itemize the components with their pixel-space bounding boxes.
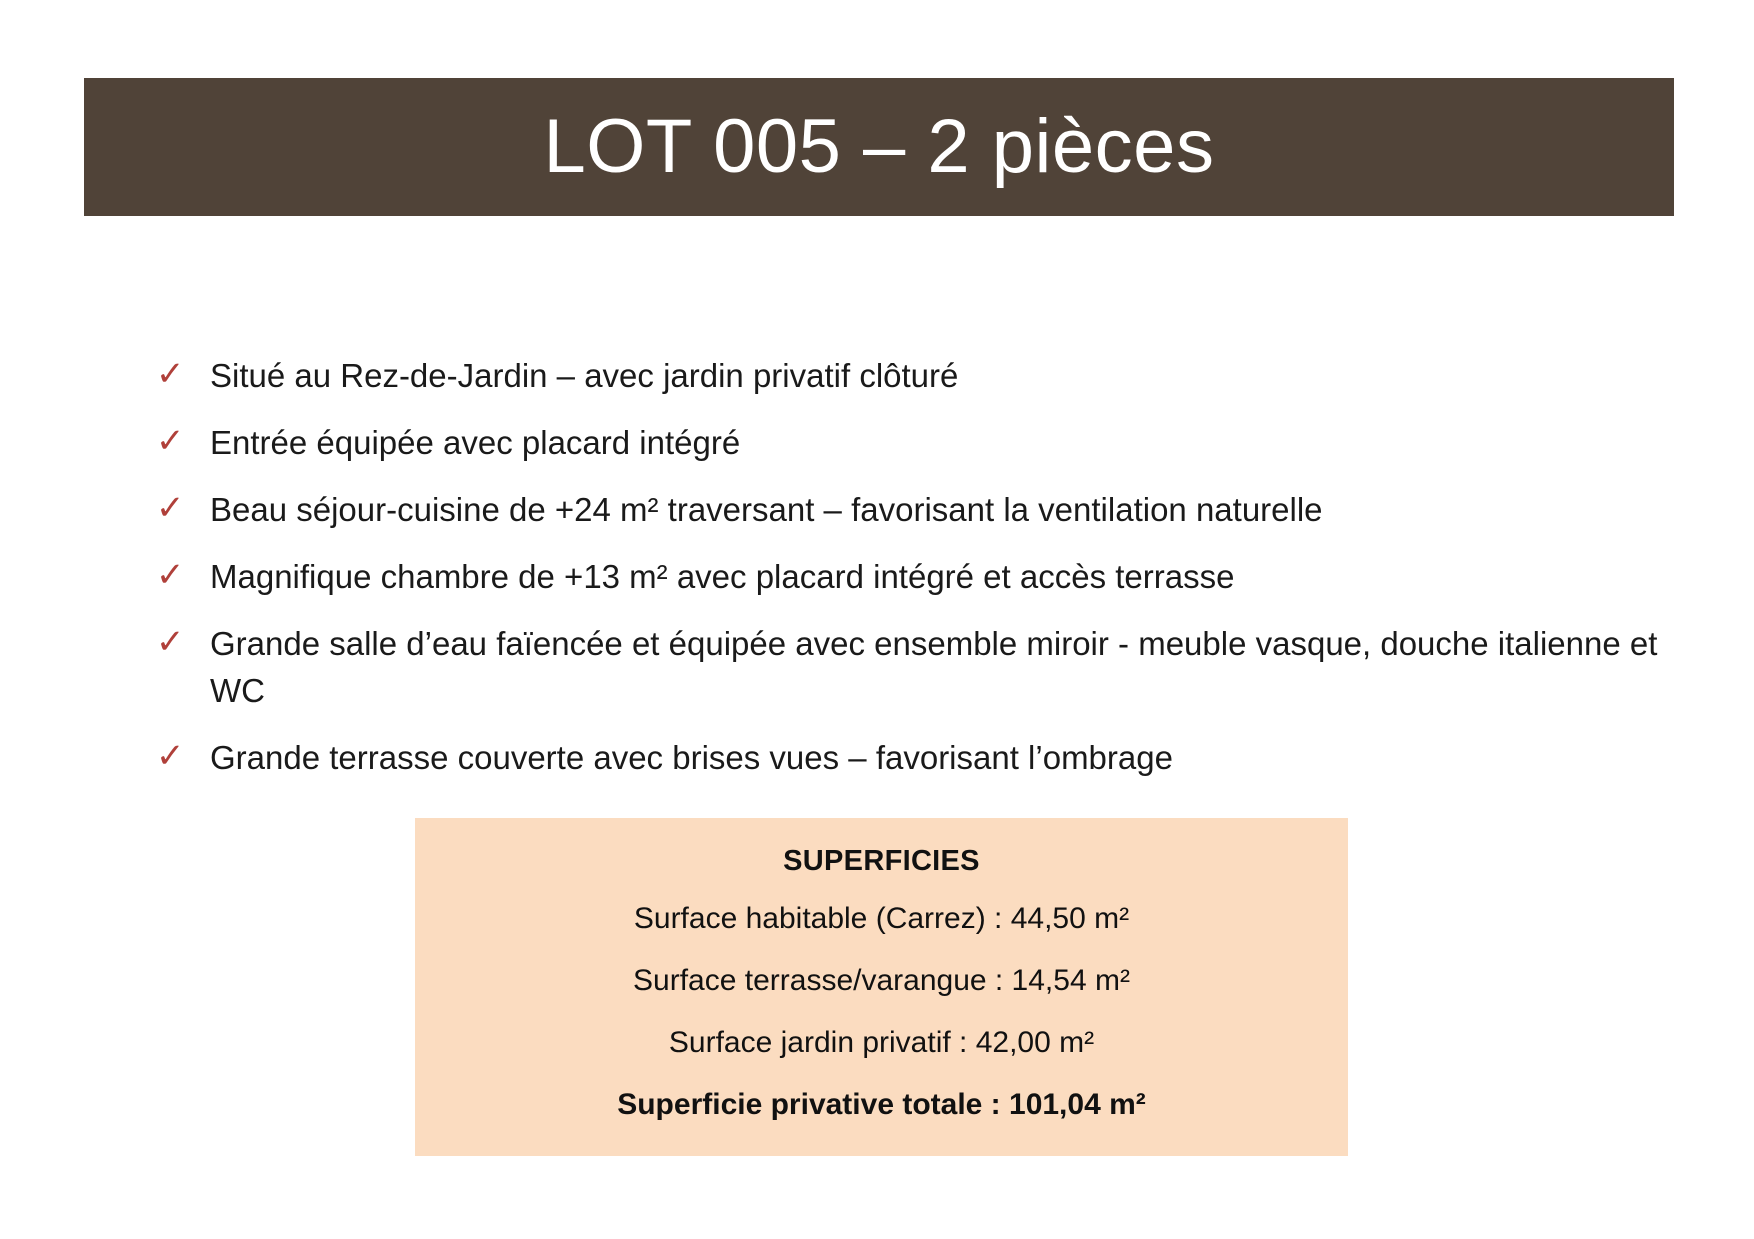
superficie-totale-value: Superficie privative totale : 101,04 m² bbox=[617, 1088, 1146, 1121]
list-item-label: Entrée équipée avec placard intégré bbox=[210, 424, 741, 461]
surface-terrasse-value: Surface terrasse/varangue : 14,54 m² bbox=[633, 964, 1130, 997]
superficies-panel bbox=[415, 818, 1348, 1156]
surface-jardin-value: Surface jardin privatif : 42,00 m² bbox=[668, 1026, 1095, 1059]
check-icon: ✓ bbox=[156, 623, 185, 661]
list-item bbox=[150, 553, 1670, 600]
surface-habitable-value: Surface habitable (Carrez) : 44,50 m² bbox=[633, 902, 1130, 935]
list-item-label: Beau séjour-cuisine de +24 m² traversant – favorisant la ventilation naturelle bbox=[210, 491, 1323, 528]
list-item-label: Grande terrasse couverte avec brises vues – favorisant l’ombrage bbox=[210, 739, 1173, 776]
check-icon: ✓ bbox=[156, 489, 185, 527]
check-icon: ✓ bbox=[156, 422, 185, 460]
list-item bbox=[150, 419, 1670, 466]
page-title: LOT 005 – 2 pièces bbox=[543, 104, 1215, 189]
list-item bbox=[150, 352, 1670, 399]
list-item bbox=[150, 620, 1670, 714]
list-item bbox=[150, 486, 1670, 533]
list-item bbox=[150, 734, 1670, 781]
check-icon: ✓ bbox=[156, 737, 185, 775]
check-icon: ✓ bbox=[156, 556, 185, 594]
feature-list bbox=[150, 352, 1670, 781]
superficies-heading: SUPERFICIES bbox=[783, 845, 980, 877]
list-item-label: Grande salle d’eau faïencée et équipée avec ensemble miroir - meuble vasque, douche italienne et WC bbox=[210, 625, 1658, 709]
title-banner bbox=[84, 78, 1674, 216]
check-icon: ✓ bbox=[156, 355, 185, 393]
list-item-label: Magnifique chambre de +13 m² avec placard intégré et accès terrasse bbox=[210, 558, 1235, 595]
list-item-label: Situé au Rez-de-Jardin – avec jardin privatif clôturé bbox=[210, 357, 959, 394]
